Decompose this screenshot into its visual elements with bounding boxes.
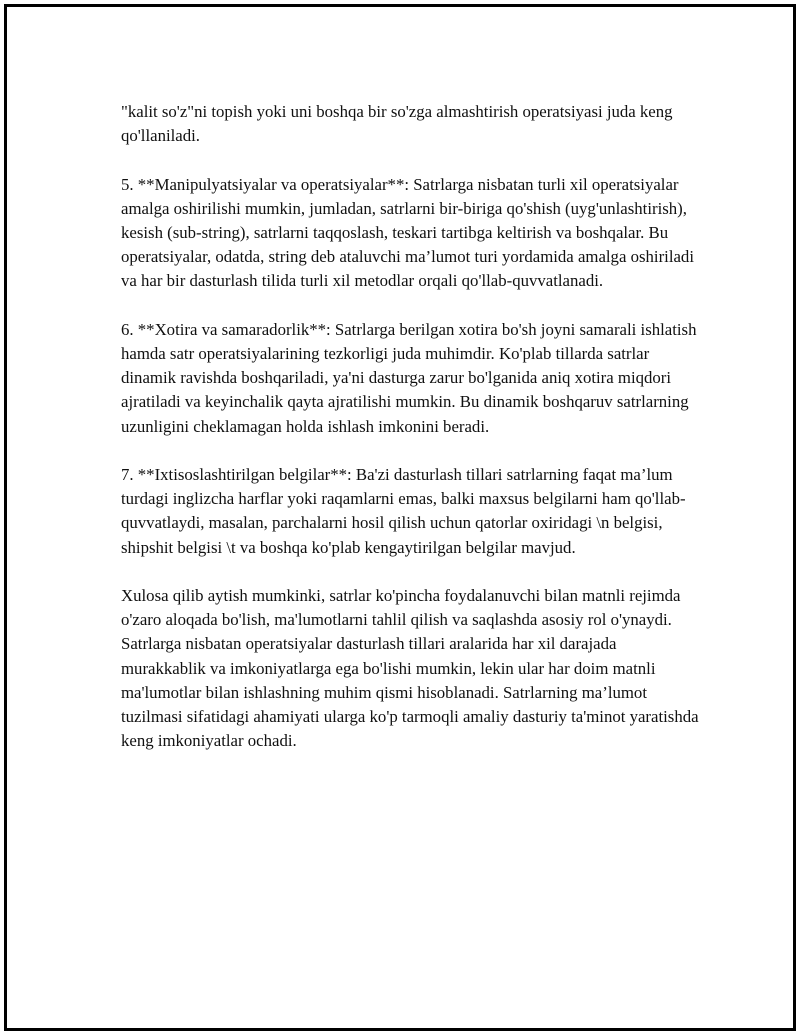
paragraph-continuation: "kalit so'z"ni topish yoki uni boshqa bir so'zga almashtirish operatsiyasi juda keng qo'llaniladi.	[121, 102, 673, 146]
paragraph-item-7: 7. **Ixtisoslashtirilgan belgilar**: Ba'zi dasturlash tillari satrlarning faqat ma’lum turdagi inglizcha harflar yoki raqamlarni emas, balki maxsus belgilarni ham qo'llab-quvvatlaydi, masalan, parchalarni hosil qilish uchun qatorlar oxiridagi \n belgisi, shipshit belgisi \t va boshqa ko'plab kengaytirilgan belgilar mavjud.	[121, 465, 686, 557]
document-body	[121, 100, 703, 753]
paragraph-item-6: 6. **Xotira va samaradorlik**: Satrlarga berilgan xotira bo'sh joyni samarali ishlatish hamda satr operatsiyalarining tezkorligi juda muhimdir. Ko'plab tillarda satrlar dinamik ravishda boshqariladi, ya'ni dasturga zarur bo'lganida aniq xotira miqdori ajratiladi va keyinchalik qayta ajratilishi mumkin. Bu dinamik boshqaruv satrlarning uzunligini cheklamagan holda ishlash imkonini beradi.	[121, 319, 697, 436]
page-frame	[4, 4, 796, 1031]
paragraph-conclusion: Xulosa qilib aytish mumkinki, satrlar ko'pincha foydalanuvchi bilan matnli rejimda o'zaro aloqada bo'lish, ma'lumotlarni tahlil qilish va saqlashda asosiy rol o'ynaydi. Satrlarga nisbatan operatsiyalar dasturlash tillari aralarida har xil darajada murakkablik va imkoniyatlarga ega bo'lishi mumkin, lekin ular har doim matnli ma'lumotlar bilan ishlashning muhim qismi hisoblanadi. Satrlarning ma’lumot tuzilmasi sifatidagi ahamiyati ularga ko'p tarmoqli amaliy dasturiy ta'minot yaratishda keng imkoniyatlar ochadi.	[121, 586, 699, 751]
paragraph-item-5: 5. **Manipulyatsiyalar va operatsiyalar**: Satrlarga nisbatan turli xil operatsiyalar amalga oshirilishi mumkin, jumladan, satrlarni bir-biriga qo'shish (uyg'unlashtirish), kesish (sub-string), satrlarni taqqoslash, teskari tartibga keltirish va boshqalar. Bu operatsiyalar, odatda, string deb ataluvchi ma’lumot turi yordamida amalga oshiriladi va har bir dasturlash tilida turli xil metodlar orqali qo'llab-quvvatlanadi.	[121, 174, 694, 291]
